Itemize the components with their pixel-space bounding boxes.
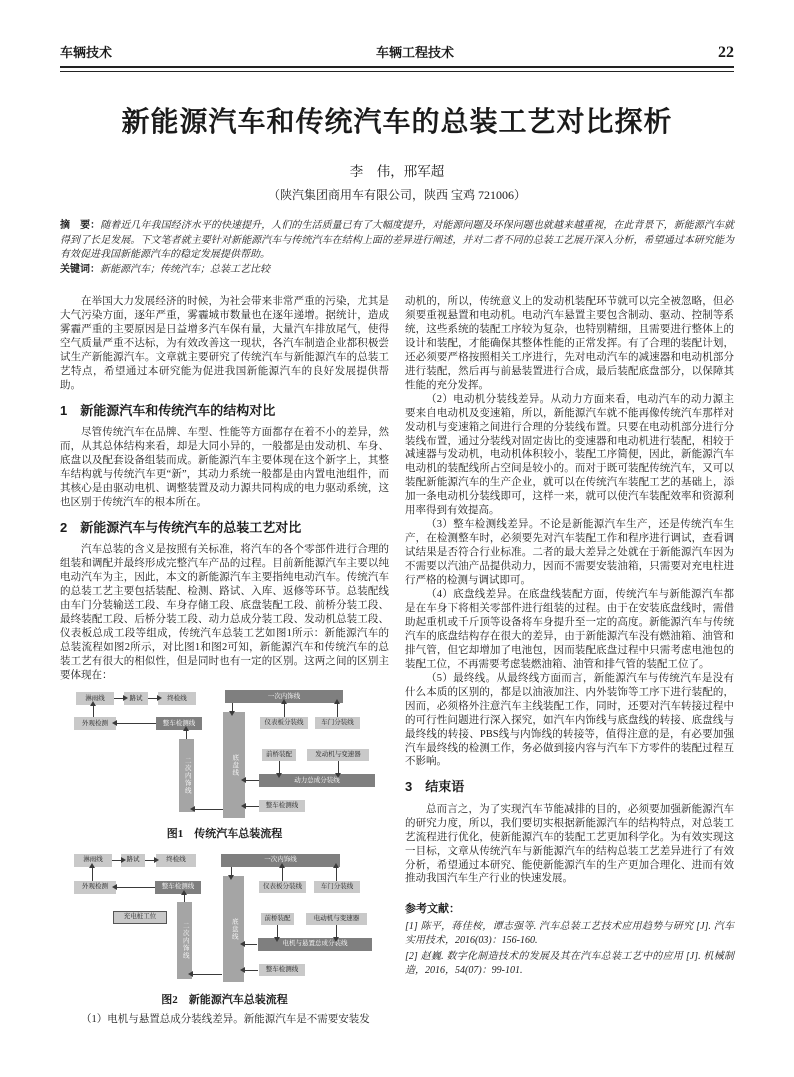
item-2-paragraph: （2）电动机分装线差异。从动力方面来看，电动汽车的动力源主要来自电动机及变速箱，所以，新能源汽车就不能再像传统汽车那样对发动机与变速箱之间进行合理的分装线布置。只要在电动机部分进行分装线布置，通过分装线对固定齿比的变速器和电动机进行装配，相较于减速器与发动机，电动机体积较小，装配工序简便，因此，新能源汽车电动机的装配线所占空间是较小的。而对于既可装配传统汽车，又可以装配新能源汽车的生产企业，就可以在传统汽车装配工艺的基础上，添加一条电动机分装线即可，这样一来，就可以使汽车装配效率和资源利用率得到有效提高。	[405, 393, 734, 517]
flow-arrow	[277, 925, 278, 937]
flow-arrow	[148, 698, 157, 699]
flow-arrow	[195, 809, 223, 810]
section-2-heading: 2 新能源汽车与传统汽车的总装工艺对比	[60, 519, 302, 535]
intro-paragraph: 在举国大力发展经济的时候，为社会带来非常严重的污染，尤其是大气污染方面，逐年严重，雾霾城市数量也在逐年递增。据统计，造成雾霾严重的主要原因是日益增多汽车保有量，大量汽车排放尾气，使得空气质量严重不达标，为有效改善这一现状，各汽车制造企业都积极尝试生产新能源汽车。文章就主要研究了传统汽车与新能源汽车的总装工艺特点，希望通过本研究能为促进我国新能源汽车的良好发展提供帮助。	[60, 296, 389, 391]
flow-arrow	[245, 970, 258, 971]
header-center: 车辆工程技术	[376, 45, 455, 60]
flow-arrow	[93, 706, 94, 717]
conclusion-paragraph: 总而言之，为了实现汽车节能减排的目的，必须要加强新能源汽车的研究力度，所以，我们要切实根据新能源汽车的结构特点，对总装工艺流程进行优化，使新能源汽车的装配工艺更加科学化。为有效实现这一目标，文章从传统汽车与新能源汽车的结构总装工艺差异进行了有效分析，希望通过本研究、能使新能源汽车的生产更加合理化、进而有效推动我国汽车生产行业的快速发展。	[405, 803, 734, 885]
affiliation: （陕汽集团商用车有限公司，陕西 宝鸡 721006）	[267, 188, 526, 202]
item-1-paragraph-start: （1）电机与悬置总成分装线差异。新能源汽车是不需要安装发	[81, 1013, 370, 1025]
fig1-node-engine-gearbox: 发动机与变速器	[307, 749, 369, 761]
flow-arrow	[145, 860, 154, 861]
flow-arrow	[279, 761, 280, 773]
flow-arrow	[117, 887, 155, 888]
flow-arrow	[114, 698, 123, 699]
page-header	[60, 42, 734, 62]
flow-arrow	[336, 925, 337, 937]
fig1-node-chassis-line: 底盘线	[223, 712, 245, 818]
fig1-node-appearance-check: 外观检测	[74, 717, 116, 730]
section-1-paragraph: 尽管传统汽车在品牌、车型、性能等方面都存在着不小的差异，然而，从其总体结构来看，却是大同小异的，一般都是由发动机、车身、底盘以及配套设备组装而成。新能源汽车主要体现在这个新字上，其整车结构就与传统汽车更“新”，其动力系统一般都是由内置电池组件，而其核心是由驱动电机、调整装置及动力源共同构成的电力驱动系统，这也区别于传统汽车的根本所在。	[60, 426, 389, 508]
fig1-node-vehicle-check-line: 整车检测线	[259, 800, 305, 812]
figure2-caption: 图2 新能源汽车总装流程	[161, 994, 288, 1007]
flow-arrow	[245, 944, 257, 945]
left-column	[60, 295, 389, 1027]
fig1-node-first-interior-line: 一次内饰线	[225, 690, 343, 703]
fig2-node-door-subline: 车门分装线	[314, 881, 360, 893]
right-column	[405, 295, 734, 1027]
fig2-node-road-test: 路试	[121, 854, 145, 867]
section-2-paragraph: 汽车总装的含义是按照有关标准，将汽车的各个零部件进行合理的组装和调配并最终形成完整汽车产品的过程。目前新能源汽车主要以纯电动汽车为主，因此，本文的新能源汽车主要指纯电动汽车。传统汽车的总装工艺主要包括装配、检测、路试、入库、返修等环节。总装配线由车门分装输送工段、车身存储工段、底盘装配工段、前桥分装工段、最终装配工段、后桥分装工段、动力总成分装工段、发动机总装工段、仪表板总成工段等组成，传统汽车总装工艺如图1所示：新能源汽车的总装流程如图2所示，对比图1和图2可知，新能源汽车和传统汽车的总装工艺有很大的相似性，但是同时也有一定的区别。这两之间的区别主要体现在：	[60, 543, 389, 681]
flow-arrow	[284, 704, 285, 717]
fig2-node-vehicle-check-line: 整车检测线	[259, 964, 305, 976]
fig2-node-front-axle-assembly: 前桥装配	[261, 913, 294, 925]
fig1-node-vehicle-check-station: 整车检测线	[156, 717, 202, 730]
fig2-node-motor-gearbox: 电动机与变速器	[306, 913, 367, 925]
flow-arrow	[337, 704, 338, 717]
references-block	[405, 902, 734, 978]
figure2-flowchart	[60, 850, 389, 990]
fig2-node-vehicle-check-station: 整车检测线	[155, 881, 201, 894]
flow-arrow	[184, 895, 185, 902]
fig2-node-motor-mount-subline: 电机与悬置总成分装线	[258, 938, 372, 951]
abstract-label: 摘 要：	[60, 220, 101, 231]
two-column-body	[60, 295, 734, 1027]
keywords-label: 关键词：	[60, 263, 100, 275]
abstract-text: 随着近几年我国经济水平的快速提升，人们的生活质量已有了大幅度提升，对能源问题及环保问题也就越来越重视，在此背景下，新能源汽车就得到了长足发展。下文笔者就主要针对新能源汽车与传统汽车在结构上面的差异进行阐述，并对二者不同的总装工艺展开深入分析，希望通过本研究能为有效促进我国新能源汽车的稳定发展提供帮助。	[60, 220, 735, 260]
header-left: 车辆技术	[60, 45, 113, 60]
page-number: 22	[718, 44, 734, 61]
figure2	[60, 850, 389, 1008]
fig2-node-charging-pile-station: 充电桩工位	[113, 911, 167, 924]
reference-item: [2] 赵巍. 数字化制造技术的发展及其在汽车总装工艺中的应用 [J]. 机械制造，2016，54(07)：99-101.	[405, 951, 734, 977]
fig2-node-rain-line: 淋雨线	[74, 854, 112, 867]
section-3-heading: 3 结束语	[405, 779, 465, 795]
fig1-node-dashboard-subline: 仪表板分装线	[260, 717, 308, 729]
item-1-paragraph-continuation: 动机的，所以，传统意义上的发动机装配环节就可以完全被忽略，但必须要重视悬置和电动机。电动汽车悬置主要包含制动、驱动、控制等系统，这些系统的装配工序较为复杂，也特别精细，且需要进行整体上的设计和装配，才能确保其整体性能的正常发挥。有了合理的装配计划，还必须要严格按照相关工序进行，先对电动汽车的减速器和电动机部分进行装配，然后再与前悬装置进行合成，最后装配底盘部分，以保障其性能的充分发挥。	[405, 296, 734, 391]
item-4-paragraph: （4）底盘线差异。在底盘线装配方面，传统汽车与新能源汽车都是在车身下将相关零部件进行组装的过程。由于在安装底盘线时，需借助起重机或千斤顶等设备将车身提升至一定的高度。新能源汽车与传统汽车的底盘结构存在很大的差异，由于新能源汽车没有燃油箱、油管和排气管，但它却增加了电池包，因而装配底盘过程中只需考虑电池包的装配工位，不再需要考虑装燃油箱、油管和排气管的装配工位了。	[405, 589, 734, 670]
flow-arrow	[186, 731, 187, 739]
fig1-node-powertrain-subline: 动力总成分装线	[259, 774, 375, 787]
authors: 李 伟，邢军超	[349, 164, 445, 179]
flow-arrow	[193, 974, 222, 975]
flow-arrow	[117, 723, 156, 724]
flow-arrow	[112, 860, 121, 861]
keywords-text: 新能源汽车；传统汽车；总装工艺比较	[100, 263, 270, 275]
figure1-caption: 图1 传统汽车总装流程	[166, 828, 283, 841]
figure1	[60, 690, 389, 842]
fig1-node-road-test: 路试	[124, 692, 148, 705]
flow-arrow	[336, 868, 337, 881]
fig1-node-final-check: 终检线	[158, 692, 196, 705]
flow-arrow	[232, 703, 233, 711]
header-double-rule	[60, 66, 734, 72]
references-heading: 参考文献：	[405, 903, 460, 916]
fig1-node-door-subline: 车门分装线	[315, 717, 360, 729]
fig1-node-rain-line: 淋雨线	[76, 692, 114, 705]
fig2-node-chassis-line: 底盘线	[223, 876, 244, 982]
item-5-paragraph: （5）最终线。从最终线方面而言，新能源汽车与传统汽车是没有什么本质的区别的，都是以油液加注、内外装饰等工序下进行装配的，因而，必须格外注意汽车主线装配工作，同时，还要对汽车转接过程中的可行性问题进行深入探究，如汽车内饰线与底盘线的转接、底盘线与最终线的转接、PBS线与内饰线的转接等，值得注意的是，有必要加强汽车最终线的检测工作，务必做到接内容与汽车下方零件的装配过程互不影响。	[405, 672, 734, 768]
fig2-node-dashboard-subline: 仪表板分装线	[259, 881, 306, 893]
flow-arrow	[338, 761, 339, 773]
item-3-paragraph: （3）整车检测线差异。不论是新能源汽车生产，还是传统汽车生产，在检测整车时，必须要先对汽车装配工作和程序进行调试，查看调试结果是否符合行业标准。二者的最大差异之处就在于新能源汽车因为不需要以汽油产品提供动力，因而不需要安装油箱，只需要对充电柱进行严格的检测与调试即可。	[405, 519, 734, 587]
fig2-node-first-interior-line: 一次内饰线	[221, 854, 340, 867]
reference-item: [1] 陈平，蒋佳桉，谭志强等. 汽车总装工艺技术应用趋势与研究 [J]. 汽车实用技术，2016(03)：156-160.	[405, 921, 734, 947]
flow-arrow	[231, 867, 232, 875]
flow-arrow	[282, 868, 283, 881]
fig2-node-appearance-check: 外观检测	[74, 881, 116, 894]
flow-arrow	[92, 868, 93, 881]
figure1-flowchart	[60, 690, 389, 824]
section-1-heading: 1 新能源汽车和传统汽车的结构对比	[60, 402, 276, 418]
fig1-node-front-axle-assembly: 前桥装配	[262, 749, 296, 761]
paper-title: 新能源汽车和传统汽车的总装工艺对比探析	[121, 107, 673, 138]
flow-arrow	[246, 780, 259, 781]
fig2-node-second-interior-line: 二次内饰线	[177, 902, 192, 979]
fig1-node-second-interior-line: 二次内饰线	[179, 739, 194, 812]
fig2-node-final-check: 终检线	[156, 854, 196, 867]
abstract-block	[60, 219, 734, 277]
flow-arrow	[246, 806, 259, 807]
